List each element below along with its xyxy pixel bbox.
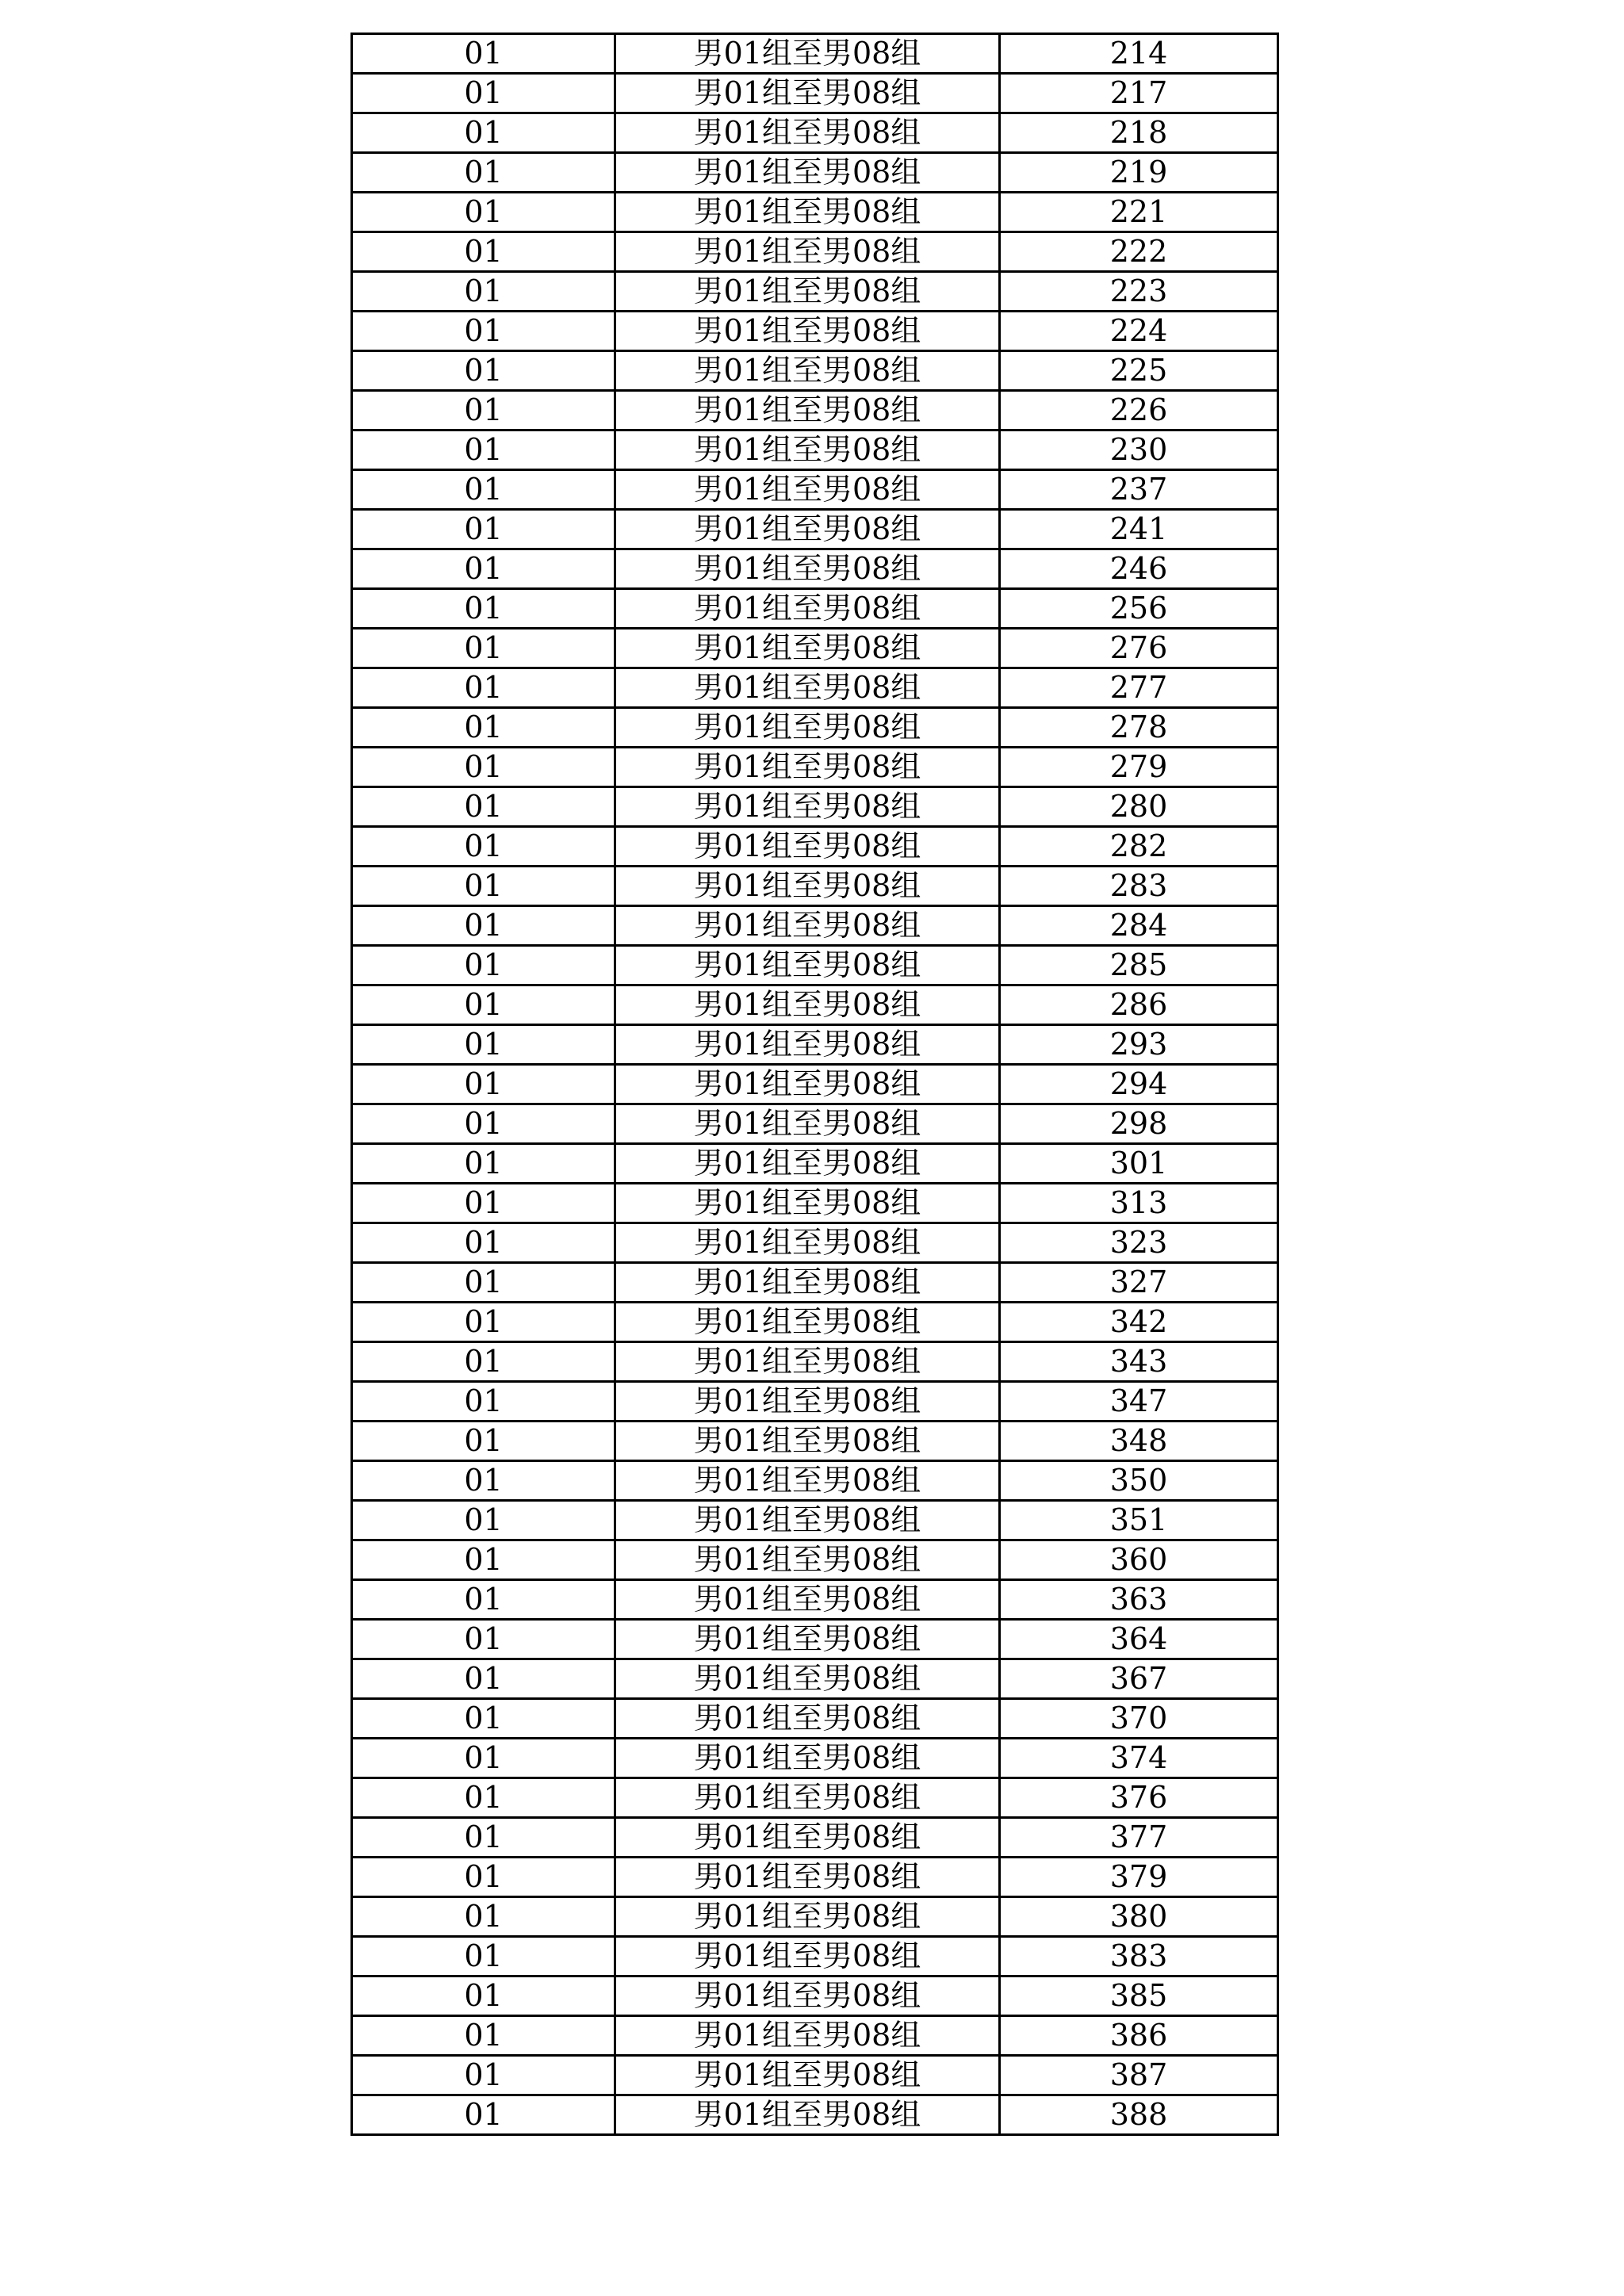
table-cell-group: 男01组至男08组 [615, 1976, 1000, 2016]
table-cell-code: 01 [352, 2056, 615, 2095]
table-cell-number: 374 [1000, 1739, 1278, 1778]
table-cell-number: 280 [1000, 787, 1278, 827]
table-cell-number: 256 [1000, 589, 1278, 629]
table-cell-group: 男01组至男08组 [615, 1818, 1000, 1858]
table-row [352, 1501, 1278, 1540]
table-row [352, 1540, 1278, 1580]
table-cell-code: 01 [352, 1659, 615, 1699]
table-cell-code: 01 [352, 1223, 615, 1263]
table-cell-code: 01 [352, 312, 615, 351]
table-cell-number: 350 [1000, 1461, 1278, 1501]
table-cell-number: 377 [1000, 1818, 1278, 1858]
table-row [352, 1065, 1278, 1104]
table-cell-group: 男01组至男08组 [615, 391, 1000, 430]
table-cell-group: 男01组至男08组 [615, 985, 1000, 1025]
table-row [352, 391, 1278, 430]
table-cell-number: 313 [1000, 1184, 1278, 1223]
table-row [352, 470, 1278, 510]
table-cell-number: 298 [1000, 1104, 1278, 1144]
table-row [352, 668, 1278, 708]
table-cell-code: 01 [352, 193, 615, 232]
table-cell-code: 01 [352, 1501, 615, 1540]
table-cell-number: 286 [1000, 985, 1278, 1025]
table-cell-number: 230 [1000, 430, 1278, 470]
table-row [352, 74, 1278, 113]
table-cell-number: 383 [1000, 1937, 1278, 1976]
table-cell-code: 01 [352, 985, 615, 1025]
table-cell-code: 01 [352, 391, 615, 430]
table-cell-code: 01 [352, 589, 615, 629]
table-cell-group: 男01组至男08组 [615, 1184, 1000, 1223]
table-cell-group: 男01组至男08组 [615, 1382, 1000, 1422]
table-cell-group: 男01组至男08组 [615, 312, 1000, 351]
table-cell-code: 01 [352, 272, 615, 312]
table-row [352, 1104, 1278, 1144]
table-row [352, 589, 1278, 629]
table-cell-code: 01 [352, 906, 615, 946]
table-cell-number: 284 [1000, 906, 1278, 946]
table-cell-number: 218 [1000, 113, 1278, 153]
table-cell-number: 226 [1000, 391, 1278, 430]
table-cell-group: 男01组至男08组 [615, 1263, 1000, 1303]
table-row [352, 351, 1278, 391]
table-row [352, 1897, 1278, 1937]
table-cell-group: 男01组至男08组 [615, 351, 1000, 391]
table-cell-number: 224 [1000, 312, 1278, 351]
table-cell-group: 男01组至男08组 [615, 510, 1000, 549]
table-cell-group: 男01组至男08组 [615, 1778, 1000, 1818]
table-cell-code: 01 [352, 1461, 615, 1501]
table-row [352, 1382, 1278, 1422]
table-cell-group: 男01组至男08组 [615, 946, 1000, 985]
table-row [352, 906, 1278, 946]
table-cell-group: 男01组至男08组 [615, 34, 1000, 74]
table-cell-group: 男01组至男08组 [615, 272, 1000, 312]
table-body [352, 34, 1278, 2135]
table-row [352, 946, 1278, 985]
table-cell-code: 01 [352, 510, 615, 549]
table-cell-number: 278 [1000, 708, 1278, 748]
table-cell-number: 363 [1000, 1580, 1278, 1620]
table-cell-group: 男01组至男08组 [615, 430, 1000, 470]
table-cell-number: 277 [1000, 668, 1278, 708]
table-cell-group: 男01组至男08组 [615, 1620, 1000, 1659]
table-cell-group: 男01组至男08组 [615, 629, 1000, 668]
table-cell-number: 387 [1000, 2056, 1278, 2095]
table-row [352, 272, 1278, 312]
table-cell-code: 01 [352, 1065, 615, 1104]
table-row [352, 1263, 1278, 1303]
table-row [352, 1620, 1278, 1659]
table-cell-number: 283 [1000, 867, 1278, 906]
table-cell-group: 男01组至男08组 [615, 1540, 1000, 1580]
table-cell-code: 01 [352, 1540, 615, 1580]
table-cell-code: 01 [352, 946, 615, 985]
table-cell-group: 男01组至男08组 [615, 589, 1000, 629]
table-cell-group: 男01组至男08组 [615, 1897, 1000, 1937]
table-cell-code: 01 [352, 470, 615, 510]
table-cell-code: 01 [352, 668, 615, 708]
table-cell-group: 男01组至男08组 [615, 906, 1000, 946]
table-cell-code: 01 [352, 1858, 615, 1897]
table-cell-number: 225 [1000, 351, 1278, 391]
table-row [352, 1699, 1278, 1739]
table-cell-number: 343 [1000, 1342, 1278, 1382]
table-cell-code: 01 [352, 1976, 615, 2016]
table-cell-number: 219 [1000, 153, 1278, 193]
table-cell-number: 385 [1000, 1976, 1278, 2016]
table-cell-group: 男01组至男08组 [615, 1065, 1000, 1104]
table-cell-number: 386 [1000, 2016, 1278, 2056]
table-cell-group: 男01组至男08组 [615, 2095, 1000, 2135]
table-cell-code: 01 [352, 1144, 615, 1184]
table-cell-number: 364 [1000, 1620, 1278, 1659]
table-cell-group: 男01组至男08组 [615, 2016, 1000, 2056]
table-cell-group: 男01组至男08组 [615, 470, 1000, 510]
table-row [352, 787, 1278, 827]
table-cell-number: 237 [1000, 470, 1278, 510]
table-row [352, 1223, 1278, 1263]
table-cell-code: 01 [352, 2016, 615, 2056]
table-cell-code: 01 [352, 34, 615, 74]
table-cell-number: 241 [1000, 510, 1278, 549]
table-cell-group: 男01组至男08组 [615, 827, 1000, 867]
table-cell-number: 327 [1000, 1263, 1278, 1303]
table-cell-number: 379 [1000, 1858, 1278, 1897]
table-row [352, 1659, 1278, 1699]
table-row [352, 312, 1278, 351]
table-cell-number: 360 [1000, 1540, 1278, 1580]
table-cell-group: 男01组至男08组 [615, 1501, 1000, 1540]
table-row [352, 1422, 1278, 1461]
table-cell-number: 276 [1000, 629, 1278, 668]
table-cell-code: 01 [352, 113, 615, 153]
table-row [352, 232, 1278, 272]
table-cell-number: 301 [1000, 1144, 1278, 1184]
table-cell-group: 男01组至男08组 [615, 113, 1000, 153]
table-row [352, 1342, 1278, 1382]
table-cell-number: 293 [1000, 1025, 1278, 1065]
table-cell-group: 男01组至男08组 [615, 748, 1000, 787]
table-cell-code: 01 [352, 1104, 615, 1144]
table-row [352, 510, 1278, 549]
table-cell-number: 279 [1000, 748, 1278, 787]
table-row [352, 1303, 1278, 1342]
table-cell-code: 01 [352, 1422, 615, 1461]
table-cell-group: 男01组至男08组 [615, 1104, 1000, 1144]
table-cell-number: 246 [1000, 549, 1278, 589]
table-cell-code: 01 [352, 549, 615, 589]
table-cell-number: 217 [1000, 74, 1278, 113]
table-row [352, 1818, 1278, 1858]
table-cell-group: 男01组至男08组 [615, 549, 1000, 589]
table-row [352, 867, 1278, 906]
table-cell-number: 222 [1000, 232, 1278, 272]
table-cell-number: 370 [1000, 1699, 1278, 1739]
table-cell-group: 男01组至男08组 [615, 1739, 1000, 1778]
table-cell-code: 01 [352, 1342, 615, 1382]
table-cell-group: 男01组至男08组 [615, 1342, 1000, 1382]
table-cell-number: 223 [1000, 272, 1278, 312]
table-row [352, 1025, 1278, 1065]
table-row [352, 1858, 1278, 1897]
table-cell-group: 男01组至男08组 [615, 1025, 1000, 1065]
table-row [352, 430, 1278, 470]
table-row [352, 985, 1278, 1025]
table-cell-group: 男01组至男08组 [615, 1223, 1000, 1263]
table-cell-group: 男01组至男08组 [615, 867, 1000, 906]
table-cell-group: 男01组至男08组 [615, 1659, 1000, 1699]
table-cell-group: 男01组至男08组 [615, 708, 1000, 748]
table-cell-group: 男01组至男08组 [615, 1858, 1000, 1897]
table-row [352, 748, 1278, 787]
table-cell-number: 376 [1000, 1778, 1278, 1818]
table-row [352, 193, 1278, 232]
table-cell-code: 01 [352, 232, 615, 272]
table-cell-code: 01 [352, 748, 615, 787]
table-cell-code: 01 [352, 351, 615, 391]
table-cell-number: 323 [1000, 1223, 1278, 1263]
table-cell-number: 380 [1000, 1897, 1278, 1937]
table-cell-group: 男01组至男08组 [615, 1699, 1000, 1739]
table-cell-code: 01 [352, 1699, 615, 1739]
table-row [352, 153, 1278, 193]
table-cell-number: 285 [1000, 946, 1278, 985]
table-cell-code: 01 [352, 2095, 615, 2135]
table-cell-code: 01 [352, 1739, 615, 1778]
table-cell-code: 01 [352, 74, 615, 113]
table-cell-number: 367 [1000, 1659, 1278, 1699]
table-cell-group: 男01组至男08组 [615, 74, 1000, 113]
table-row [352, 1976, 1278, 2016]
table-row [352, 1144, 1278, 1184]
table-row [352, 1937, 1278, 1976]
table-cell-code: 01 [352, 1778, 615, 1818]
table-cell-code: 01 [352, 867, 615, 906]
table-cell-code: 01 [352, 153, 615, 193]
table-cell-number: 351 [1000, 1501, 1278, 1540]
table-cell-group: 男01组至男08组 [615, 787, 1000, 827]
table-cell-code: 01 [352, 1620, 615, 1659]
table-row [352, 708, 1278, 748]
table-cell-code: 01 [352, 1818, 615, 1858]
table-row [352, 34, 1278, 74]
table-cell-code: 01 [352, 1184, 615, 1223]
table-cell-group: 男01组至男08组 [615, 193, 1000, 232]
table-cell-number: 348 [1000, 1422, 1278, 1461]
table-cell-number: 342 [1000, 1303, 1278, 1342]
table-row [352, 2016, 1278, 2056]
table-cell-number: 282 [1000, 827, 1278, 867]
table-cell-code: 01 [352, 1025, 615, 1065]
table-row [352, 1778, 1278, 1818]
table-cell-code: 01 [352, 1303, 615, 1342]
table-cell-number: 347 [1000, 1382, 1278, 1422]
table-cell-group: 男01组至男08组 [615, 232, 1000, 272]
table-cell-group: 男01组至男08组 [615, 1461, 1000, 1501]
table-cell-number: 214 [1000, 34, 1278, 74]
table-cell-code: 01 [352, 1263, 615, 1303]
table-cell-code: 01 [352, 787, 615, 827]
table-cell-code: 01 [352, 629, 615, 668]
table-cell-group: 男01组至男08组 [615, 153, 1000, 193]
table-row [352, 1461, 1278, 1501]
table-row [352, 2056, 1278, 2095]
table-cell-code: 01 [352, 1382, 615, 1422]
table-cell-code: 01 [352, 1937, 615, 1976]
table-cell-group: 男01组至男08组 [615, 1144, 1000, 1184]
table-cell-code: 01 [352, 430, 615, 470]
table-cell-number: 221 [1000, 193, 1278, 232]
table-cell-code: 01 [352, 1580, 615, 1620]
table-cell-group: 男01组至男08组 [615, 1937, 1000, 1976]
table-cell-number: 388 [1000, 2095, 1278, 2135]
table-row [352, 1739, 1278, 1778]
table-cell-number: 294 [1000, 1065, 1278, 1104]
table-cell-code: 01 [352, 1897, 615, 1937]
table-cell-group: 男01组至男08组 [615, 1303, 1000, 1342]
table-row [352, 549, 1278, 589]
table-cell-group: 男01组至男08组 [615, 2056, 1000, 2095]
table-row [352, 2095, 1278, 2135]
table-cell-group: 男01组至男08组 [615, 1580, 1000, 1620]
table-cell-group: 男01组至男08组 [615, 1422, 1000, 1461]
table-row [352, 1580, 1278, 1620]
data-table [350, 33, 1279, 2136]
table-row [352, 629, 1278, 668]
table-row [352, 113, 1278, 153]
table-row [352, 827, 1278, 867]
table-cell-group: 男01组至男08组 [615, 668, 1000, 708]
table-cell-code: 01 [352, 827, 615, 867]
table-row [352, 1184, 1278, 1223]
table-cell-code: 01 [352, 708, 615, 748]
